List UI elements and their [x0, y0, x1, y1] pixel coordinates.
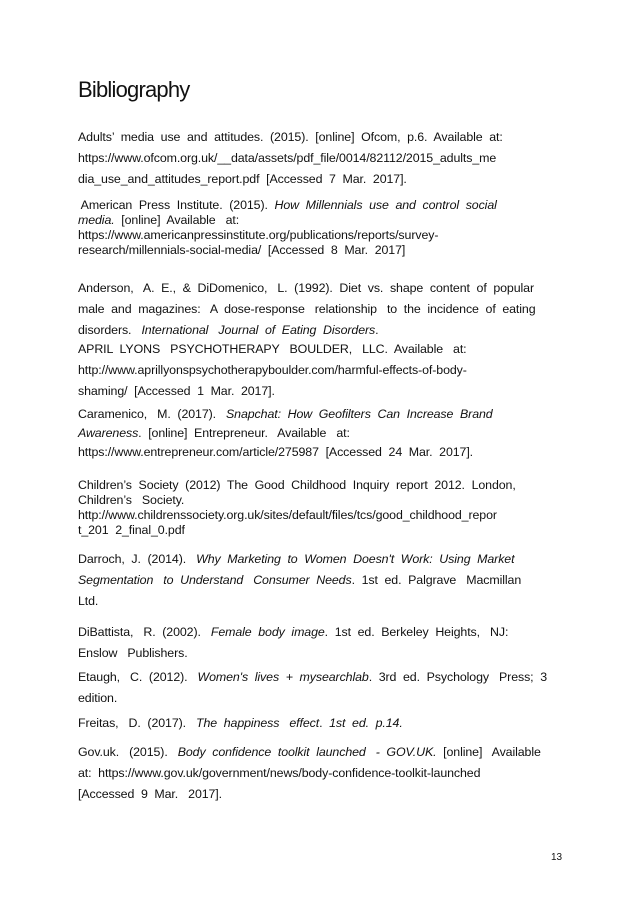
reference-title-text: How Millennials use and control social	[274, 198, 497, 212]
reference-line	[78, 127, 568, 148]
reference-text: .	[375, 323, 379, 337]
reference-line	[78, 320, 568, 341]
reference-entry	[78, 713, 568, 734]
reference-text: Caramenico, M. (2017).	[78, 407, 227, 421]
reference-line	[78, 784, 568, 805]
reference-text: Etaugh, C. (2012).	[78, 670, 198, 684]
page-title: Bibliography	[78, 77, 190, 102]
reference-text: [online] Available at:	[114, 213, 240, 227]
reference-line	[78, 424, 568, 443]
reference-title-text: Body confidence toolkit launched - GOV.UK.	[177, 745, 437, 759]
reference-text: Ltd.	[78, 594, 99, 608]
reference-text: [Accessed 9 Mar. 2017].	[78, 787, 222, 801]
reference-line	[78, 198, 568, 213]
reference-text: https://www.entrepreneur.com/article/275987 [Accessed 24 Mar. 2017].	[78, 445, 474, 459]
reference-title-text: The happiness effect	[196, 716, 320, 730]
reference-text: Children’s Society.	[78, 493, 185, 507]
reference-entry	[78, 549, 568, 612]
reference-line	[78, 643, 568, 664]
reference-line	[78, 299, 568, 320]
reference-line	[78, 667, 568, 688]
reference-line	[78, 493, 568, 508]
reference-text: .	[319, 716, 330, 730]
reference-entry	[78, 278, 568, 341]
reference-line	[78, 228, 568, 243]
reference-line	[78, 381, 568, 402]
reference-line	[78, 360, 568, 381]
reference-line	[78, 169, 568, 190]
reference-line	[78, 549, 568, 570]
reference-line	[78, 763, 568, 784]
reference-line	[78, 478, 568, 493]
reference-line	[78, 742, 568, 763]
reference-text: Anderson, A. E., & DiDomenico, L. (1992). Diet vs. shape content of popular	[78, 281, 534, 295]
reference-text: dia_use_and_attitudes_report.pdf [Accessed 7 Mar. 2017].	[78, 172, 407, 186]
reference-entry	[78, 339, 568, 402]
reference-title-text: media.	[78, 213, 115, 227]
reference-title-text: International Journal of Eating Disorders	[141, 323, 376, 337]
reference-title-text: Women's lives + mysearchlab	[197, 670, 369, 684]
reference-text: DiBattista, R. (2002).	[78, 625, 211, 639]
reference-text: at: https://www.gov.uk/government/news/body-confidence-toolkit-launched	[78, 766, 481, 780]
reference-text: [online] Available	[436, 745, 541, 759]
reference-text: https://www.ofcom.org.uk/__data/assets/pdf_file/0014/82112/2015_adults_me	[78, 151, 497, 165]
reference-entry	[78, 127, 568, 190]
reference-text: Gov.uk. (2015).	[78, 745, 178, 759]
reference-line	[78, 523, 568, 538]
reference-entry	[78, 667, 568, 709]
reference-text: Adults’ media use and attitudes. (2015). [online] Ofcom, p.6. Available at:	[78, 130, 503, 144]
reference-line	[78, 713, 568, 734]
reference-text: research/millennials-social-media/ [Accessed 8 Mar. 2017]	[78, 243, 406, 257]
reference-line	[78, 688, 568, 709]
page-number: 13	[551, 852, 563, 863]
reference-entry	[78, 742, 568, 805]
reference-text: male and magazines: A dose-response relationship to the incidence of eating	[78, 302, 536, 316]
reference-line	[78, 570, 568, 591]
reference-line	[78, 622, 568, 643]
reference-line	[78, 443, 568, 462]
reference-line	[78, 148, 568, 169]
reference-text: t_201 2_final_0.pdf	[78, 523, 185, 537]
reference-text: disorders.	[78, 323, 142, 337]
reference-text: Darroch, J. (2014).	[78, 552, 197, 566]
reference-text: APRIL LYONS PSYCHOTHERAPY BOULDER, LLC. Available at:	[78, 342, 467, 356]
reference-line	[78, 591, 568, 612]
reference-title-text: Female body image	[210, 625, 325, 639]
reference-text: Children’s Society (2012) The Good Childhood Inquiry report 2012. London,	[78, 478, 516, 492]
reference-text: . 3rd ed. Psychology Press; 3	[368, 670, 547, 684]
reference-text: . 1st ed. Palgrave Macmillan	[351, 573, 522, 587]
reference-line	[78, 278, 568, 299]
reference-title-text: Segmentation to Understand Consumer Needs	[78, 573, 352, 587]
reference-entry	[78, 622, 568, 664]
reference-text: edition.	[78, 691, 118, 705]
reference-entry	[78, 198, 568, 258]
reference-text: Enslow Publishers.	[78, 646, 188, 660]
reference-title-text: Snapchat: How Geofilters Can Increase Brand	[226, 407, 493, 421]
reference-title-text: Why Marketing to Women Doesn't Work: Using Market	[196, 552, 515, 566]
reference-text: http://www.aprillyonspsychotherapyboulder.com/harmful-effects-of-body-	[78, 363, 467, 377]
reference-title-text: 1st ed. p.14.	[329, 716, 403, 730]
reference-line	[78, 339, 568, 360]
reference-text: shaming/ [Accessed 1 Mar. 2017].	[78, 384, 275, 398]
reference-entry	[78, 405, 568, 462]
reference-line	[78, 213, 568, 228]
reference-title-text: Awareness	[78, 426, 139, 440]
reference-entry	[78, 478, 568, 538]
reference-text: Freitas, D. (2017).	[78, 716, 197, 730]
reference-text: https://www.americanpressinstitute.org/publications/reports/survey-	[78, 228, 439, 242]
reference-line	[78, 508, 568, 523]
reference-line	[78, 405, 568, 424]
reference-text: . 1st ed. Berkeley Heights, NJ:	[324, 625, 509, 639]
reference-text: . [online] Entrepreneur. Available at:	[138, 426, 350, 440]
reference-text: American Press Institute. (2015).	[78, 198, 275, 212]
reference-line	[78, 243, 568, 258]
reference-text: http://www.childrenssociety.org.uk/sites/default/files/tcs/good_childhood_repor	[78, 508, 497, 522]
